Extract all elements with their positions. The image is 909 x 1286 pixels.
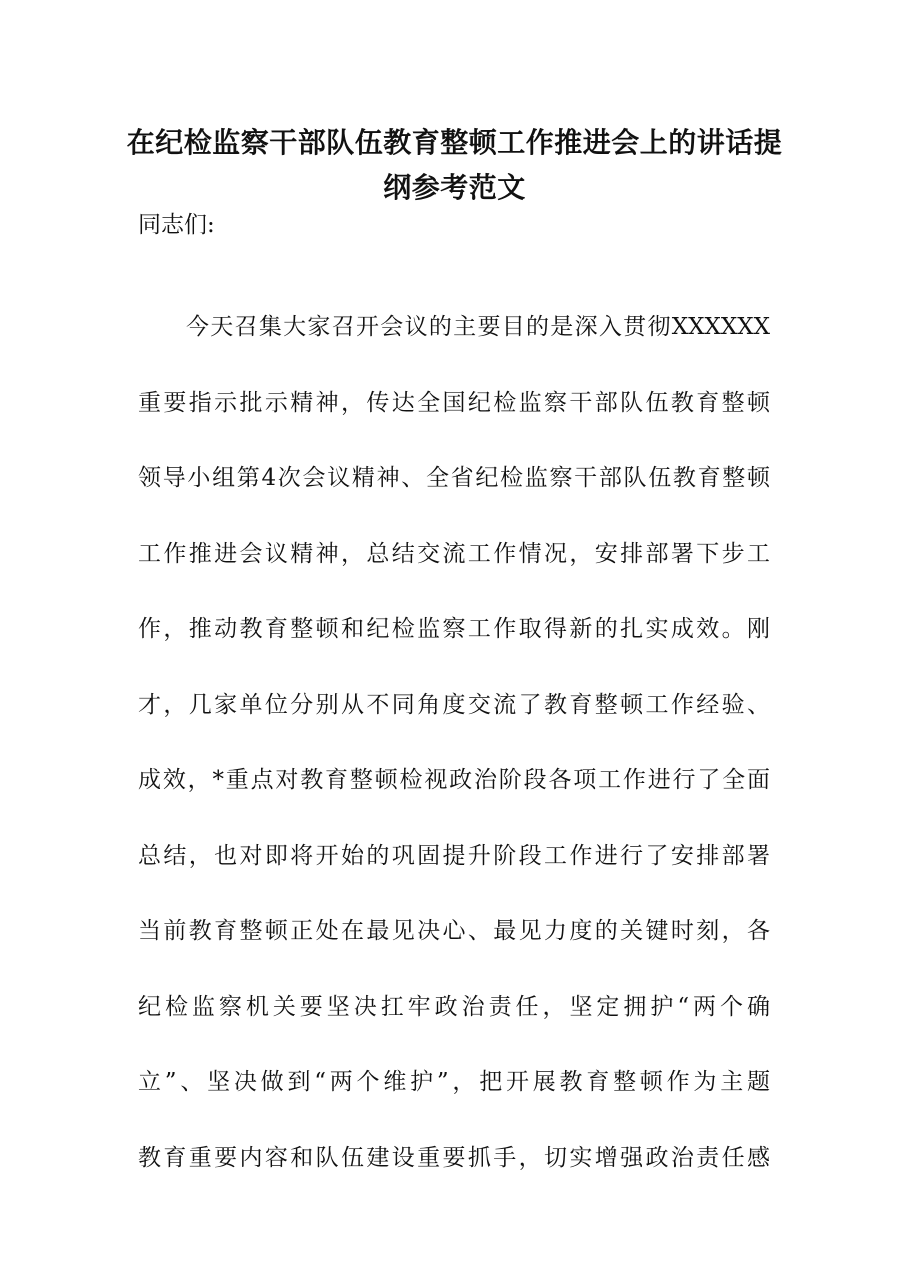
body-line-4: 工作推进会议精神，总结交流工作情况，安排部署下步工 xyxy=(138,541,770,567)
body-line-10: 纪检监察机关要坚决扛牢政治责任，坚定拥护“两个确 xyxy=(138,994,770,1020)
body-line-3: 领导小组第4次会议精神、全省纪检监察干部队伍教育整顿 xyxy=(138,465,770,491)
body-line-12: 教育重要内容和队伍建设重要抓手，切实增强政治责任感 xyxy=(138,1145,770,1171)
body-line-5: 作，推动教育整顿和纪检监察工作取得新的扎实成效。刚 xyxy=(138,616,770,642)
body-line-2: 重要指示批示精神，传达全国纪检监察干部队伍教育整顿 xyxy=(138,390,770,416)
title-line-2: 纲参考范文 xyxy=(383,171,526,204)
body-line-7: 成效，*重点对教育整顿检视政治阶段各项工作进行了全面 xyxy=(138,767,770,793)
body-line-8: 总结，也对即将开始的巩固提升阶段工作进行了安排部署 xyxy=(138,843,770,869)
body-line-9: 当前教育整顿正处在最见决心、最见力度的关键时刻，各 xyxy=(138,918,770,944)
title-line-1: 在纪检监察干部队伍教育整顿工作推进会上的讲话提 xyxy=(126,126,783,159)
body-line-6: 才，几家单位分别从不同角度交流了教育整顿工作经验、 xyxy=(138,692,770,718)
body-line-1: 今天召集大家召开会议的主要目的是深入贯彻XXXXXX xyxy=(186,314,770,340)
body-line-11: 立”、坚决做到“两个维护”，把开展教育整顿作为主题 xyxy=(138,1069,770,1095)
document-title xyxy=(120,120,789,210)
greeting: 同志们: xyxy=(138,212,215,238)
